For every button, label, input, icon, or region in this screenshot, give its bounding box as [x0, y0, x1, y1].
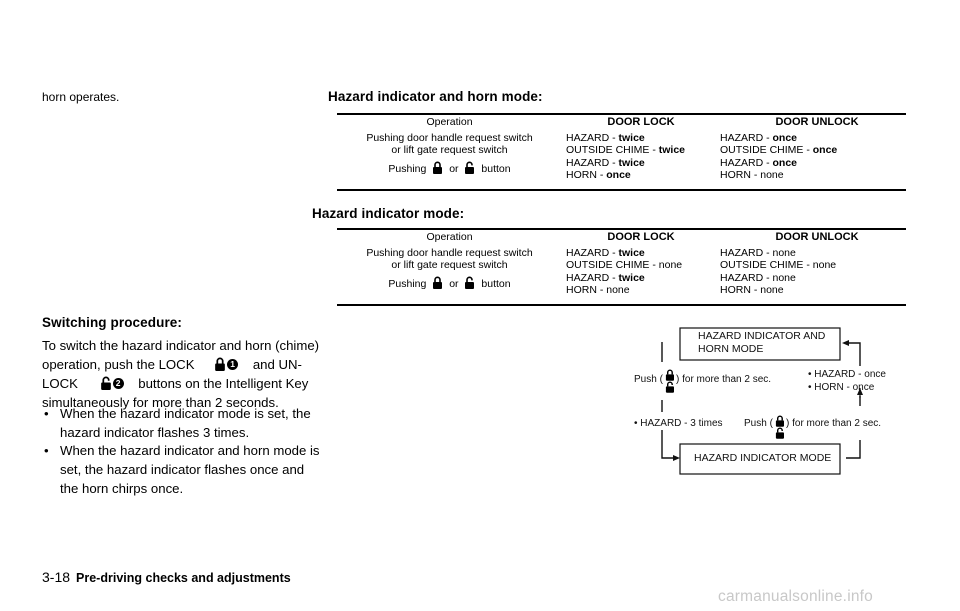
result-label: HAZARD -	[720, 272, 773, 284]
door-lock-cell	[562, 273, 716, 305]
result-label: HAZARD -	[566, 272, 619, 284]
result-value: none	[760, 168, 784, 181]
result-value: none	[606, 283, 630, 296]
result-value: twice	[618, 247, 645, 259]
operation-pushing: Pushing	[388, 163, 427, 175]
door-unlock-cell	[716, 133, 906, 158]
result-value: twice	[618, 132, 645, 144]
paragraph-line	[42, 355, 332, 374]
header-operation: Operation	[426, 231, 473, 243]
page-number: 3-18	[42, 569, 71, 585]
operation-button: button	[481, 278, 511, 290]
operation-or: or	[449, 278, 459, 290]
unlock-icon	[776, 428, 784, 439]
header-door-unlock: DOOR UNLOCK	[775, 116, 859, 128]
lock-icon	[214, 357, 226, 371]
table-header-row	[337, 229, 906, 248]
table-row	[337, 158, 906, 190]
result-value: none	[772, 272, 796, 284]
operation-pushing: Pushing	[388, 278, 427, 290]
result-value: once	[772, 132, 798, 144]
lock-icon	[432, 276, 443, 289]
result-value: none	[772, 247, 796, 259]
result-label: HAZARD -	[566, 132, 619, 144]
result-label: OUTSIDE CHIME -	[566, 258, 659, 271]
result-label: HAZARD -	[720, 247, 773, 259]
result-value: twice	[618, 157, 645, 169]
arrow-head	[673, 455, 680, 461]
door-unlock-cell	[716, 248, 906, 273]
paragraph-text: buttons on the Intelligent Key	[138, 376, 309, 391]
unlock-icon	[666, 382, 674, 393]
operation-line: or lift gate request switch	[391, 143, 508, 156]
result-label: HAZARD -	[566, 247, 619, 259]
paragraph-text: operation, push the LOCK	[42, 357, 195, 372]
operation-cell	[337, 273, 562, 305]
result-bottom-line: • HAZARD - 3 times	[634, 418, 723, 429]
connector-line	[662, 430, 676, 458]
result-value: twice	[618, 272, 645, 284]
operation-cell	[337, 158, 562, 190]
operation-line: Pushing door handle request switch	[366, 247, 533, 259]
result-label: HORN -	[720, 168, 761, 181]
bullet-line: hazard indicator flashes 3 times.	[60, 425, 250, 440]
bullet-line: When the hazard indicator mode is set, the	[60, 406, 311, 421]
door-lock-cell	[562, 158, 716, 190]
result-value: once	[772, 157, 798, 169]
result-label: HAZARD -	[720, 157, 773, 169]
connector-line	[846, 343, 860, 366]
callout-number-2: 2	[113, 378, 124, 389]
operation-button: button	[481, 163, 511, 175]
bottom-box-label: HAZARD INDICATOR MODE	[694, 452, 832, 464]
result-label: HAZARD -	[720, 132, 773, 144]
callout-number-1: 1	[227, 359, 238, 370]
hazard-mode-table	[337, 228, 906, 306]
push-instruction-top-end: ) for more than 2 sec.	[676, 374, 772, 385]
push-instruction-bottom-start: Push (	[744, 418, 773, 429]
result-value: twice	[658, 143, 686, 156]
chapter-title: Pre-driving checks and adjustments	[76, 571, 291, 585]
result-label: OUTSIDE CHIME -	[720, 258, 813, 271]
lock-icon	[432, 161, 443, 174]
bullet-line: the horn chirps once.	[60, 481, 184, 496]
result-label: HORN -	[720, 283, 761, 296]
door-lock-cell	[562, 133, 716, 158]
operation-cell	[337, 133, 562, 158]
page-footer	[42, 569, 291, 585]
section-title-hazard-mode: Hazard indicator mode:	[312, 206, 465, 221]
header-operation: Operation	[426, 116, 473, 128]
result-value: none	[658, 258, 683, 271]
lock-icon	[666, 370, 674, 381]
result-value: once	[812, 143, 838, 156]
connector-line	[846, 440, 860, 458]
result-label: HORN -	[566, 283, 607, 296]
bullet-line: set, the hazard indicator flashes once and	[60, 462, 305, 477]
hazard-horn-mode-table	[337, 113, 906, 191]
table-row	[337, 273, 906, 305]
result-value: once	[606, 168, 631, 181]
top-box-label: HORN MODE	[698, 343, 764, 355]
result-label: OUTSIDE CHIME -	[720, 143, 813, 156]
paragraph-text: LOCK	[42, 376, 78, 391]
bullet-line: When the hazard indicator and horn mode is	[60, 443, 320, 458]
result-label: OUTSIDE CHIME -	[566, 143, 659, 156]
door-unlock-cell	[716, 158, 906, 190]
operation-cell	[337, 248, 562, 273]
header-door-lock: DOOR LOCK	[607, 231, 675, 243]
operation-line: Pushing door handle request switch	[366, 132, 533, 144]
top-box-label: HAZARD INDICATOR AND	[698, 330, 826, 342]
push-instruction-top-start: Push (	[634, 374, 663, 385]
door-unlock-cell	[716, 273, 906, 305]
paragraph-line	[42, 374, 332, 393]
result-label: HAZARD -	[566, 157, 619, 169]
result-top-line: • HORN - once	[808, 382, 875, 393]
push-instruction-bottom-end: ) for more than 2 sec.	[786, 418, 882, 429]
table-row	[337, 248, 906, 273]
bullet-dot: •	[44, 443, 49, 458]
intro-text: horn operates.	[42, 90, 120, 104]
operation-or: or	[449, 163, 459, 175]
paragraph-line: To switch the hazard indicator and horn (chime)	[42, 338, 320, 353]
unlock-icon	[100, 376, 112, 390]
result-value: none	[812, 258, 837, 271]
unlock-icon	[464, 276, 475, 289]
result-value: none	[760, 283, 784, 296]
paragraph-line: simultaneously for more than 2 seconds.	[42, 395, 279, 410]
unlock-icon	[464, 161, 475, 174]
bullet-dot: •	[44, 406, 49, 421]
lock-icon	[776, 416, 784, 427]
table-row	[337, 133, 906, 158]
section-title-hazard-horn-mode: Hazard indicator and horn mode:	[328, 89, 543, 104]
header-door-unlock: DOOR UNLOCK	[775, 231, 859, 243]
section-title-switching-procedure: Switching procedure:	[42, 315, 183, 330]
watermark: carmanualsonline.info	[718, 588, 873, 605]
result-top-line: • HAZARD - once	[808, 369, 886, 380]
table-header-row	[337, 114, 906, 133]
header-door-lock: DOOR LOCK	[607, 116, 675, 128]
result-label: HORN -	[566, 168, 607, 181]
switching-paragraph	[42, 336, 332, 412]
operation-line: or lift gate request switch	[391, 258, 508, 271]
arrow-head	[842, 340, 849, 346]
door-lock-cell	[562, 248, 716, 273]
paragraph-text: and UN-	[252, 357, 302, 372]
